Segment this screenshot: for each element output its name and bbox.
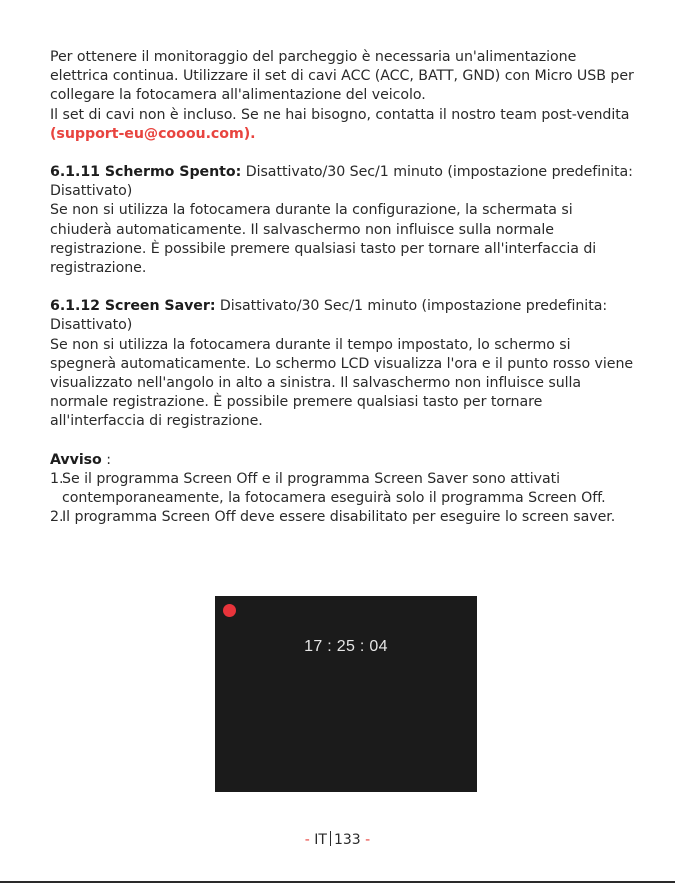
support-email-link[interactable]: (support-eu@cooou.com). — [50, 125, 256, 142]
notice-item-number: 2. — [50, 509, 64, 526]
section-screen-saver-heading: 6.1.12 Screen Saver: — [50, 298, 216, 315]
footer-dash-right: - — [360, 832, 371, 848]
intro-text-2: Il set di cavi non è incluso. Se ne hai bisogno, contatta il nostro team post-vendita — [50, 106, 630, 123]
manual-page-content — [50, 48, 635, 527]
footer-dash-left: - — [304, 832, 315, 848]
notice-heading-line — [50, 451, 635, 470]
notice-list — [50, 470, 635, 528]
section-screen-off-body: Se non si utilizza la fotocamera durante la configurazione, la schermata si chiuderà automaticamente. Il salvaschermo non influisce sulla normale registrazione. È possibile premere qualsiasi tasto per tornare all'interfaccia di registrazione. — [50, 202, 597, 277]
recording-dot-icon — [223, 604, 236, 617]
section-screen-off-heading: 6.1.11 Schermo Spento: — [50, 164, 242, 181]
section-screen-saver — [50, 297, 635, 431]
section-screen-off — [50, 163, 635, 278]
spacer — [50, 432, 635, 451]
notice-item-text: Il programma Screen Off deve essere disabilitato per eseguire lo screen saver. — [62, 509, 616, 526]
footer-language: IT — [314, 832, 327, 848]
notice-item-number: 1. — [50, 470, 64, 487]
intro-text-1: Per ottenere il monitoraggio del parcheggio è necessaria un'alimentazione elettrica continua. Utilizzare il set di cavi ACC (ACC, BATT, GND) con Micro USB per collegare la fotocamera all'alimentazione del veicolo. — [50, 49, 634, 104]
intro-paragraph — [50, 48, 635, 144]
screen-saver-illustration — [215, 596, 477, 792]
section-screen-saver-options: Disattivato/30 Sec/1 minuto (impostazione predefinita: Disattivato) — [50, 298, 608, 334]
footer-page-number: 133 — [333, 832, 361, 848]
spacer — [50, 144, 635, 163]
page-footer — [0, 831, 675, 848]
notice-item — [50, 470, 635, 508]
notice-item — [50, 508, 635, 527]
notice-heading: Avviso — [50, 451, 102, 468]
notice-item-text: Se il programma Screen Off e il programma Screen Saver sono attivati contemporaneamente, la fotocamera eseguirà solo il programma Screen Off. — [62, 470, 606, 507]
screen-clock: 17 : 25 : 04 — [304, 638, 388, 655]
spacer — [50, 278, 635, 297]
section-screen-off-options: Disattivato/30 Sec/1 minuto (impostazione predefinita: Disattivato) — [50, 164, 633, 200]
notice-colon: : — [101, 451, 111, 468]
section-screen-saver-body: Se non si utilizza la fotocamera durante il tempo impostato, lo schermo si spegnerà automaticamente. Lo schermo LCD visualizza l'ora e il punto rosso viene visualizzato nell'angolo in alto a sinistra. Il salvaschermo non influisce sulla normale registrazione. È possibile premere qualsiasi tasto per tornare all'interfaccia di registrazione. — [50, 336, 634, 430]
footer-separator — [330, 831, 331, 846]
